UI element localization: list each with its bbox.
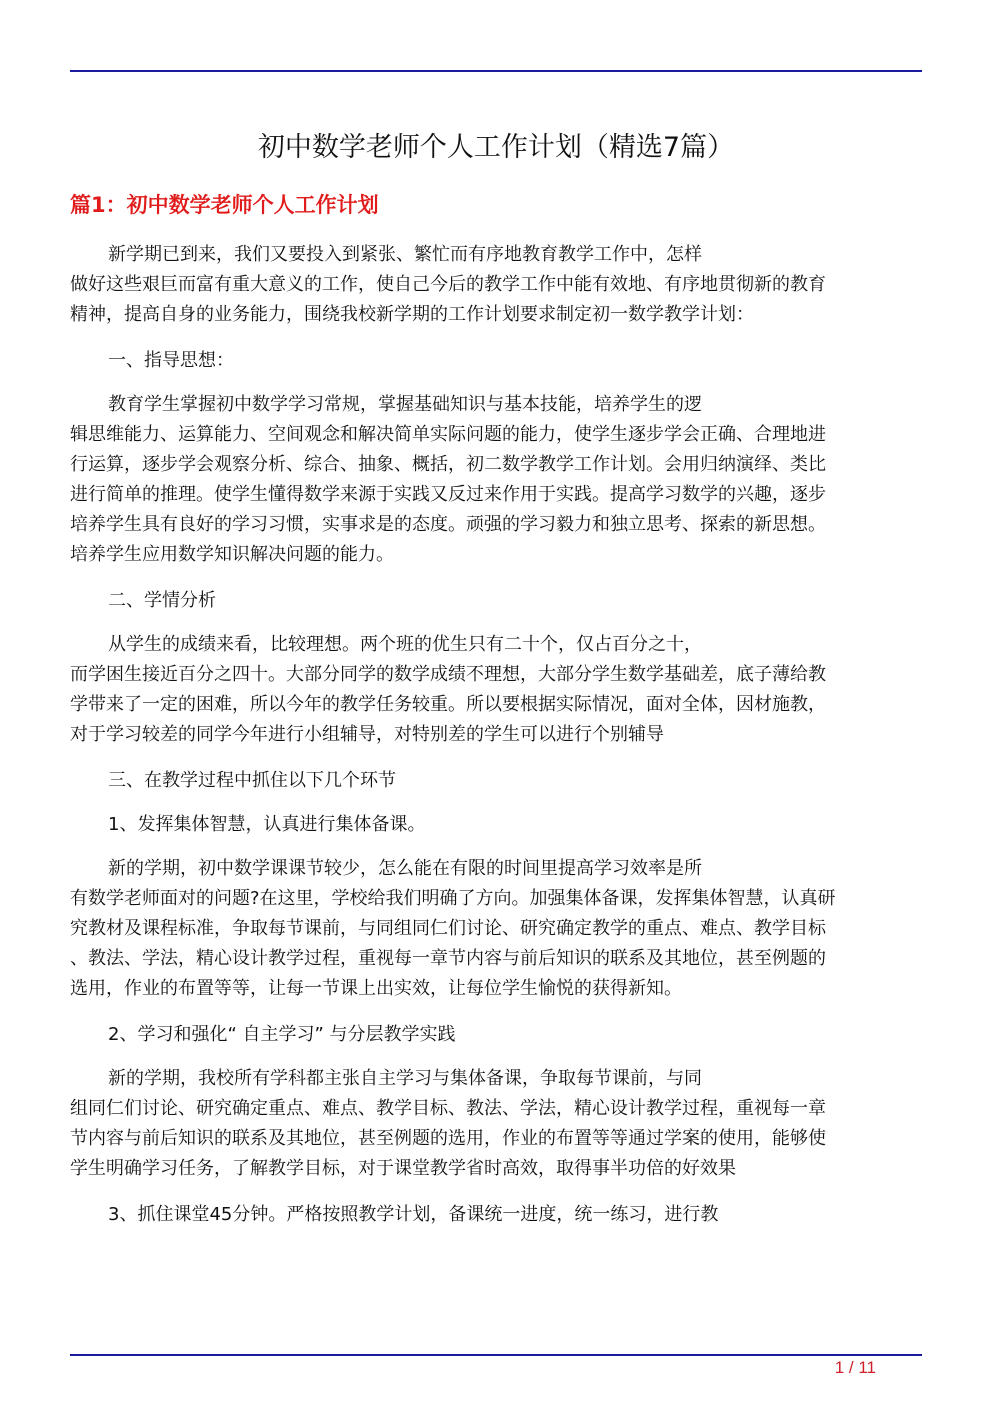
text-line: 有数学老师面对的问题?在这里，学校给我们明确了方向。加强集体备课，发挥集体智慧，认真研: [70, 888, 836, 909]
section-1-title: 一、指导思想：: [108, 350, 234, 371]
document-body: [70, 240, 922, 1244]
text-line: 节内容与前后知识的联系及其地位，甚至例题的选用，作业的布置等等通过学案的使用，能够使: [70, 1128, 826, 1149]
section-3-title: 三、在教学过程中抓住以下几个环节: [108, 770, 396, 791]
item-2-paragraph: [70, 1064, 922, 1184]
text-line: 行运算，逐步学会观察分析、综合、抽象、概括，初二数学教学工作计划。会用归纳演绎、类比: [70, 454, 826, 475]
text-line: 组同仁们讨论、研究确定重点、难点、教学目标、教法、学法，精心设计教学过程，重视每一章: [70, 1098, 826, 1119]
item-1-paragraph: [70, 854, 922, 1004]
text-line: 对于学习较差的同学今年进行小组辅导，对特别差的学生可以进行个别辅导: [70, 724, 664, 745]
text-line: 、教法、学法，精心设计教学过程，重视每一章节内容与前后知识的联系及其地位，甚至例题的: [70, 948, 826, 969]
text-line: 新的学期，我校所有学科都主张自主学习与集体备课，争取每节课前，与同: [108, 1068, 702, 1089]
document-title: 初中数学老师个人工作计划（精选7篇）: [257, 132, 735, 163]
section-2-title: 二、学情分析: [108, 590, 216, 611]
item-3-title: 3、抓住课堂45分钟。严格按照教学计划，备课统一进度，统一练习，进行教: [108, 1204, 719, 1225]
header-rule: [70, 70, 922, 72]
text-line: 学生明确学习任务，了解教学目标，对于课堂教学省时高效，取得事半功倍的好效果: [70, 1158, 736, 1179]
intro-paragraph: [70, 240, 922, 330]
text-line: 学带来了一定的困难，所以今年的教学任务较重。所以要根据实际情况，面对全体，因材施教，: [70, 694, 826, 715]
text-line: 教育学生掌握初中数学学习常规，掌握基础知识与基本技能，培养学生的逻: [108, 394, 702, 415]
text-line: 精神，提高自身的业务能力，围绕我校新学期的工作计划要求制定初一数学教学计划：: [70, 304, 754, 325]
text-line: 新的学期，初中数学课课节较少，怎么能在有限的时间里提高学习效率是所: [108, 858, 702, 879]
text-line: 进行简单的推理。使学生懂得数学来源于实践又反过来作用于实践。提高学习数学的兴趣，逐步: [70, 484, 826, 505]
text-line: 而学困生接近百分之四十。大部分同学的数学成绩不理想，大部分学生数学基础差，底子薄给教: [70, 664, 826, 685]
text-line: 辑思维能力、运算能力、空间观念和解决简单实际问题的能力，使学生逐步学会正确、合理地进: [70, 424, 826, 445]
page-number: 1 / 11: [834, 1358, 876, 1377]
text-line: 培养学生具有良好的学习习惯，实事求是的态度。顽强的学习毅力和独立思考、探索的新思想。: [70, 514, 826, 535]
item-2-title: 2、学习和强化“ 自主学习” 与分层教学实践: [108, 1024, 456, 1045]
footer-rule: [70, 1354, 922, 1356]
text-line: 新学期已到来，我们又要投入到紧张、繁忙而有序地教育教学工作中，怎样: [108, 244, 702, 265]
section-heading: 篇1：初中数学老师个人工作计划: [70, 193, 379, 217]
item-1-title: 1、发挥集体智慧，认真进行集体备课。: [108, 814, 426, 835]
text-line: 培养学生应用数学知识解决问题的能力。: [70, 544, 394, 565]
text-line: 做好这些艰巨而富有重大意义的工作，使自己今后的教学工作中能有效地、有序地贯彻新的教育: [70, 274, 826, 295]
section-1-paragraph: [70, 390, 922, 570]
section-2-paragraph: [70, 630, 922, 750]
text-line: 从学生的成绩来看，比较理想。两个班的优生只有二十个，仅占百分之十，: [108, 634, 702, 655]
text-line: 究教材及课程标准，争取每节课前，与同组同仁们讨论、研究确定教学的重点、难点、教学目标: [70, 918, 826, 939]
text-line: 选用，作业的布置等等，让每一节课上出实效，让每位学生愉悦的获得新知。: [70, 978, 682, 999]
